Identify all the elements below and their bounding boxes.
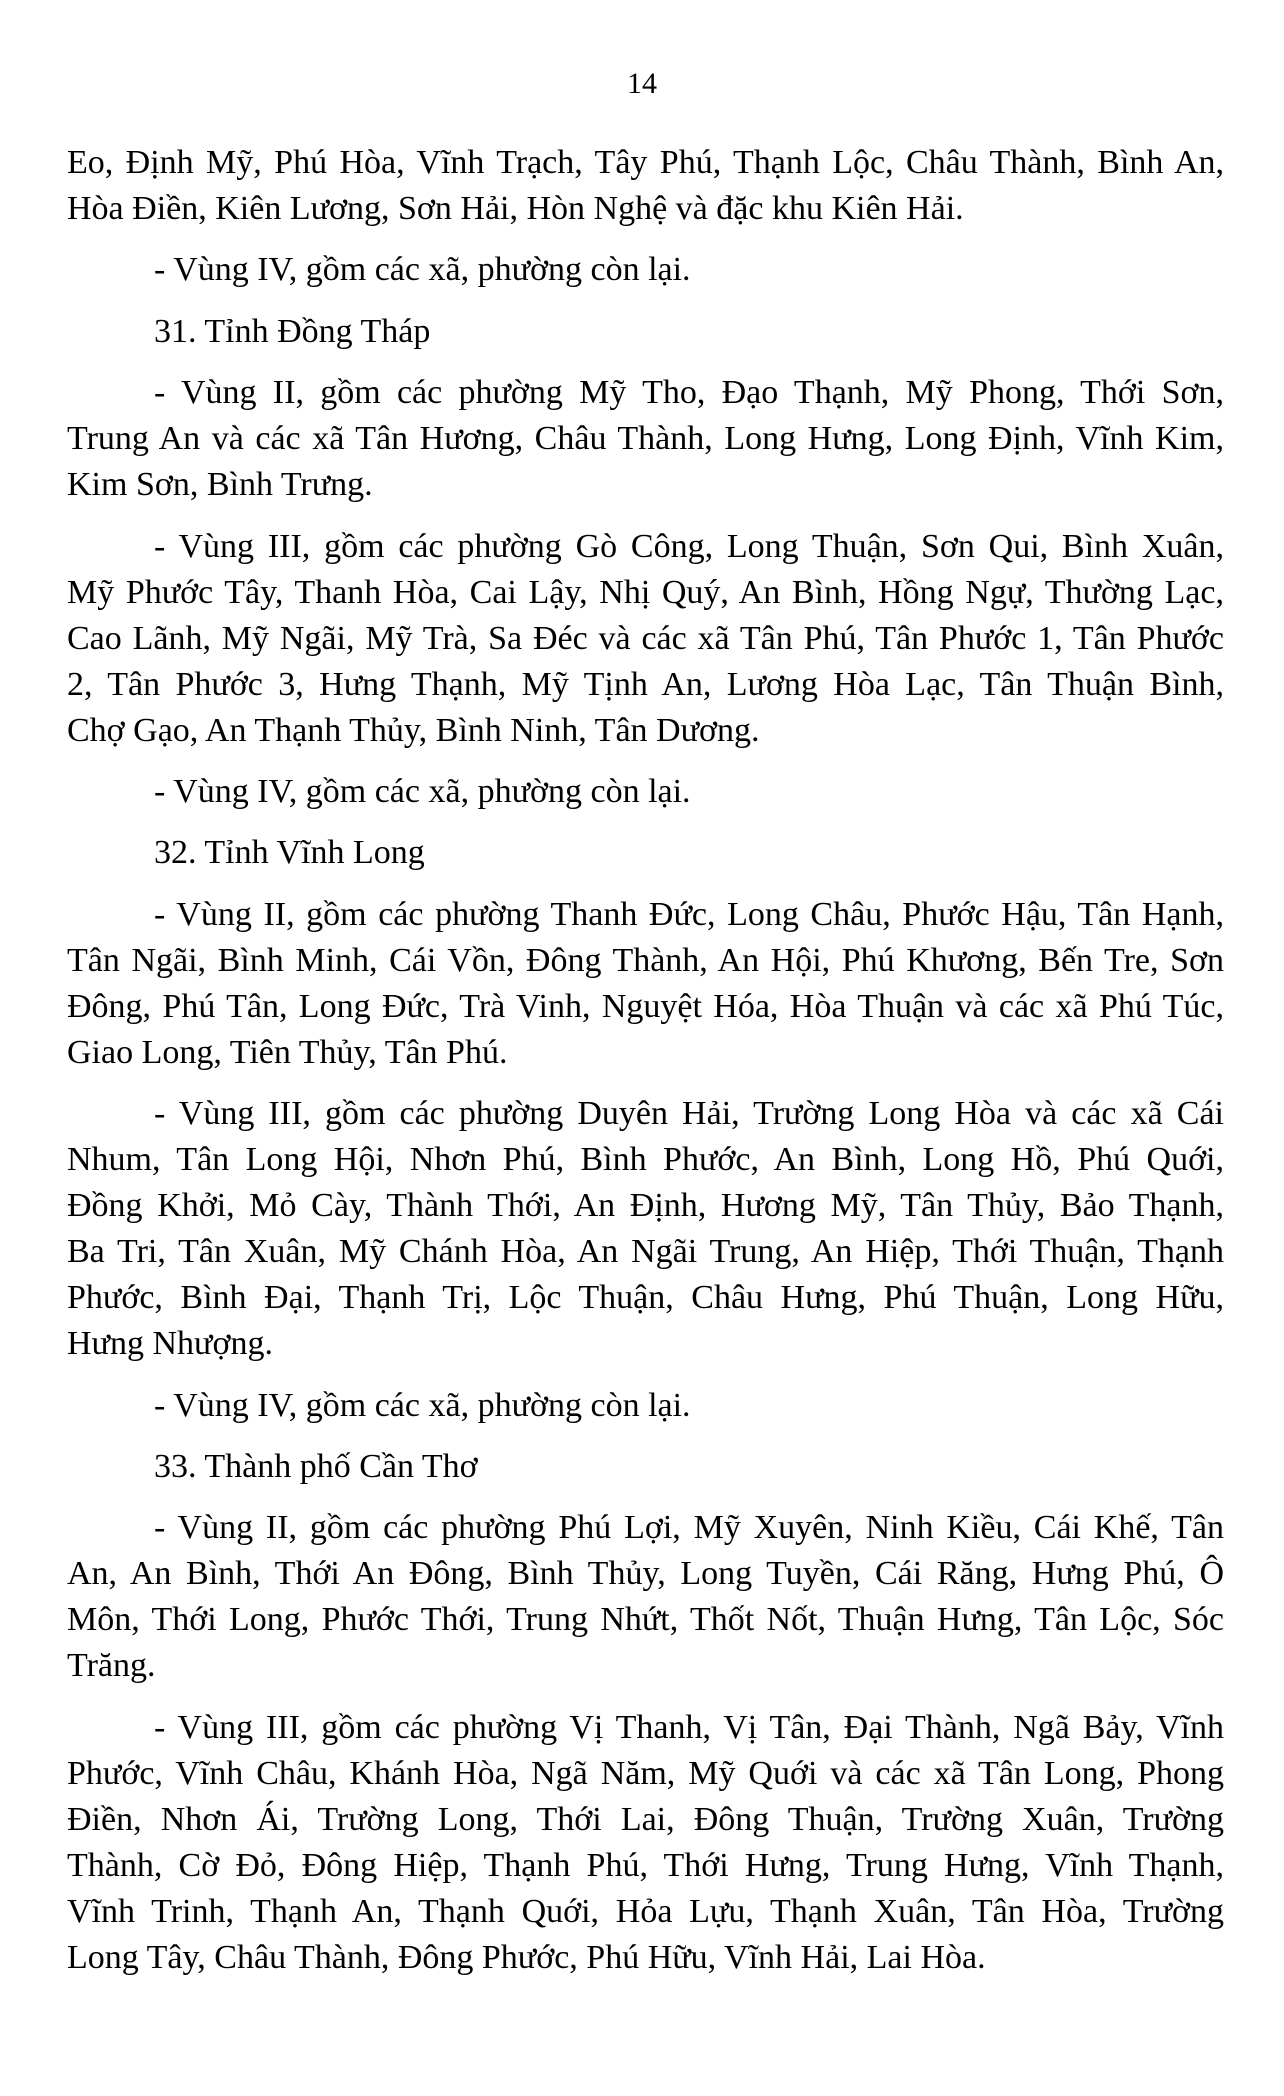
paragraph (67, 1505, 1224, 1689)
text-line: 32. Tỉnh Vĩnh Long (154, 834, 425, 872)
paragraph (67, 524, 1224, 754)
page-number: 14 (627, 67, 657, 100)
text-line: Nhum, Tân Long Hội, Nhơn Phú, Bình Phước, An Bình, Long Hồ, Phú Quới, (67, 1141, 1224, 1179)
text-line: 2, Tân Phước 3, Hưng Thạnh, Mỹ Tịnh An, Lương Hòa Lạc, Tân Thuận Bình, (67, 665, 1224, 703)
text-line: Trung An và các xã Tân Hương, Châu Thành, Long Hưng, Long Định, Vĩnh Kim, (67, 420, 1224, 458)
text-line: An, An Bình, Thới An Đông, Bình Thủy, Long Tuyền, Cái Răng, Hưng Phú, Ô (67, 1555, 1224, 1593)
paragraph (67, 892, 1224, 1076)
text-line: - Vùng IV, gồm các xã, phường còn lại. (154, 1386, 691, 1424)
text-line: - Vùng IV, gồm các xã, phường còn lại. (154, 251, 691, 289)
text-line: Eo, Định Mỹ, Phú Hòa, Vĩnh Trạch, Tây Phú, Thạnh Lộc, Châu Thành, Bình An, (67, 144, 1224, 181)
text-line: Chợ Gạo, An Thạnh Thủy, Bình Ninh, Tân Dương. (67, 711, 760, 749)
text-line: Trăng. (67, 1647, 156, 1685)
text-line: Đông, Phú Tân, Long Đức, Trà Vinh, Nguyệt Hóa, Hòa Thuận và các xã Phú Túc, (67, 987, 1224, 1025)
paragraph (67, 1091, 1224, 1367)
text-line: 31. Tỉnh Đồng Tháp (154, 312, 431, 350)
paragraph (67, 370, 1224, 508)
text-line: Cao Lãnh, Mỹ Ngãi, Mỹ Trà, Sa Đéc và các xã Tân Phú, Tân Phước 1, Tân Phước (67, 619, 1224, 657)
paragraph (67, 1705, 1224, 1981)
text-line: - Vùng III, gồm các phường Duyên Hải, Trường Long Hòa và các xã Cái (154, 1095, 1224, 1133)
text-line: Phước, Bình Đại, Thạnh Trị, Lộc Thuận, Châu Hưng, Phú Thuận, Long Hữu, (67, 1279, 1224, 1317)
text-line: 33. Thành phố Cần Thơ (154, 1447, 478, 1485)
paragraph (67, 140, 1224, 232)
text-line: Môn, Thới Long, Phước Thới, Trung Nhứt, Thốt Nốt, Thuận Hưng, Tân Lộc, Sóc (67, 1601, 1224, 1639)
paragraph (67, 1383, 1224, 1429)
text-line: Đồng Khởi, Mỏ Cày, Thành Thới, An Định, Hương Mỹ, Tân Thủy, Bảo Thạnh, (67, 1187, 1224, 1225)
text-line: Kim Sơn, Bình Trưng. (67, 466, 373, 504)
text-line: - Vùng III, gồm các phường Vị Thanh, Vị Tân, Đại Thành, Ngã Bảy, Vĩnh (154, 1708, 1224, 1746)
text-line: Tân Ngãi, Bình Minh, Cái Vồn, Đông Thành, An Hội, Phú Khương, Bến Tre, Sơn (67, 941, 1224, 979)
text-line: - Vùng IV, gồm các xã, phường còn lại. (154, 772, 691, 810)
text-line: - Vùng II, gồm các phường Thanh Đức, Long Châu, Phước Hậu, Tân Hạnh, (154, 895, 1224, 933)
text-line: Thành, Cờ Đỏ, Đông Hiệp, Thạnh Phú, Thới Hưng, Trung Hưng, Vĩnh Thạnh, (67, 1846, 1224, 1884)
section-heading (67, 309, 1224, 355)
section-heading (67, 830, 1224, 876)
text-line: Ba Tri, Tân Xuân, Mỹ Chánh Hòa, An Ngãi Trung, An Hiệp, Thới Thuận, Thạnh (67, 1233, 1224, 1271)
paragraph (67, 247, 1224, 293)
text-line: Long Tây, Châu Thành, Đông Phước, Phú Hữu, Vĩnh Hải, Lai Hòa. (67, 1938, 986, 1976)
document-body (67, 140, 1224, 1996)
text-line: Phước, Vĩnh Châu, Khánh Hòa, Ngã Năm, Mỹ Quới và các xã Tân Long, Phong (67, 1754, 1224, 1792)
paragraph (67, 769, 1224, 815)
text-line: Hòa Điền, Kiên Lương, Sơn Hải, Hòn Nghệ và đặc khu Kiên Hải. (67, 190, 964, 227)
section-heading (67, 1444, 1224, 1490)
text-line: Hưng Nhượng. (67, 1325, 273, 1363)
text-line: - Vùng II, gồm các phường Phú Lợi, Mỹ Xuyên, Ninh Kiều, Cái Khế, Tân (154, 1509, 1224, 1547)
text-line: Giao Long, Tiên Thủy, Tân Phú. (67, 1033, 508, 1071)
text-line: - Vùng II, gồm các phường Mỹ Tho, Đạo Thạnh, Mỹ Phong, Thới Sơn, (154, 374, 1224, 412)
text-line: Vĩnh Trinh, Thạnh An, Thạnh Quới, Hỏa Lựu, Thạnh Xuân, Tân Hòa, Trường (67, 1892, 1224, 1930)
text-line: Điền, Nhơn Ái, Trường Long, Thới Lai, Đông Thuận, Trường Xuân, Trường (67, 1800, 1224, 1838)
text-line: - Vùng III, gồm các phường Gò Công, Long Thuận, Sơn Qui, Bình Xuân, (154, 527, 1224, 565)
text-line: Mỹ Phước Tây, Thanh Hòa, Cai Lậy, Nhị Quý, An Bình, Hồng Ngự, Thường Lạc, (67, 573, 1224, 611)
